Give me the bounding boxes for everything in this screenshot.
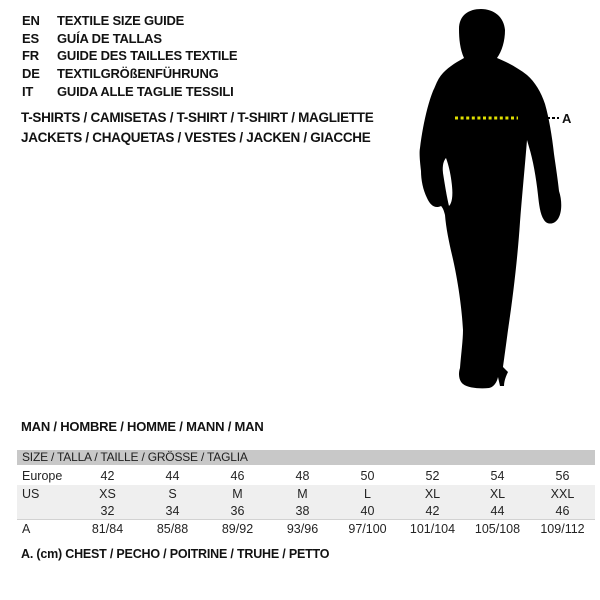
- section-title-man: MAN / HOMBRE / HOMME / MANN / MAN: [21, 419, 264, 434]
- size-cell: 42: [425, 503, 440, 518]
- language-code: ES: [22, 30, 39, 46]
- size-cell: 54: [490, 469, 505, 483]
- row-label: A: [22, 522, 31, 536]
- man-silhouette: [420, 9, 562, 388]
- language-code: DE: [22, 66, 40, 82]
- size-cell: XL: [424, 486, 441, 501]
- size-cell: 32: [100, 503, 115, 518]
- size-cell: M: [232, 486, 243, 501]
- row-label: US: [22, 486, 40, 501]
- size-cell: 81/84: [91, 522, 124, 536]
- language-label: GUÍA DE TALLAS: [57, 30, 162, 46]
- size-cell: 105/108: [474, 522, 521, 536]
- table-row-us: [17, 485, 595, 502]
- size-cell: 48: [295, 469, 310, 483]
- table-row-us-numeric: [17, 502, 595, 519]
- size-cell: 56: [555, 469, 570, 483]
- size-table: [17, 450, 595, 538]
- table-row-chest-a: [17, 519, 595, 538]
- row-label: Europe: [22, 469, 63, 483]
- language-code: FR: [22, 48, 39, 64]
- language-guide-list: [22, 12, 237, 100]
- size-cell: 85/88: [156, 522, 189, 536]
- language-label: TEXTILE SIZE GUIDE: [57, 13, 185, 29]
- size-cell: 38: [295, 503, 310, 518]
- size-cell: 36: [230, 503, 245, 518]
- measure-label-a: A: [562, 111, 572, 126]
- garment-types: [21, 108, 373, 148]
- man-silhouette-figure: [400, 0, 600, 410]
- language-label: TEXTILGRÖßENFÜHRUNG: [57, 66, 219, 82]
- size-cell: 109/112: [540, 522, 585, 536]
- size-cell: XL: [489, 486, 506, 501]
- size-cell: S: [168, 486, 177, 501]
- language-code: EN: [22, 13, 40, 29]
- size-cell: XS: [99, 486, 116, 501]
- size-cell: 89/92: [221, 522, 254, 536]
- language-row-it: [22, 82, 237, 100]
- garment-line-jackets: JACKETS / CHAQUETAS / VESTES / JACKEN / GIACCHE: [21, 130, 371, 145]
- language-row-de: [22, 65, 237, 83]
- language-row-fr: [22, 47, 237, 65]
- language-label: GUIDE DES TAILLES TEXTILE: [57, 48, 238, 64]
- size-cell: 42: [100, 469, 115, 483]
- size-cell: 44: [165, 469, 180, 483]
- size-cell: XXL: [550, 486, 575, 501]
- language-code: IT: [22, 83, 34, 99]
- garment-line-tshirts: T-SHIRTS / CAMISETAS / T-SHIRT / T-SHIRT / MAGLIETTE: [21, 110, 374, 125]
- size-cell: L: [364, 486, 371, 501]
- language-row-es: [22, 30, 237, 48]
- language-label: GUIDA ALLE TAGLIE TESSILI: [57, 83, 234, 99]
- language-row-en: [22, 12, 237, 30]
- size-cell: 101/104: [409, 522, 456, 536]
- table-row-europe: [17, 467, 595, 485]
- size-cell: 40: [360, 503, 375, 518]
- size-cell: 93/96: [286, 522, 319, 536]
- size-cell: 46: [230, 469, 245, 483]
- size-cell: 97/100: [348, 522, 387, 536]
- size-cell: 52: [425, 469, 440, 483]
- size-cell: M: [297, 486, 308, 501]
- size-cell: 50: [360, 469, 375, 483]
- measurement-footnote: A. (cm) CHEST / PECHO / POITRINE / TRUHE / PETTO: [21, 547, 330, 561]
- size-cell: 46: [555, 503, 570, 518]
- size-cell: 34: [165, 503, 180, 518]
- size-cell: 44: [490, 503, 505, 518]
- size-table-header: SIZE / TALLA / TAILLE / GRÖSSE / TAGLIA: [17, 450, 595, 465]
